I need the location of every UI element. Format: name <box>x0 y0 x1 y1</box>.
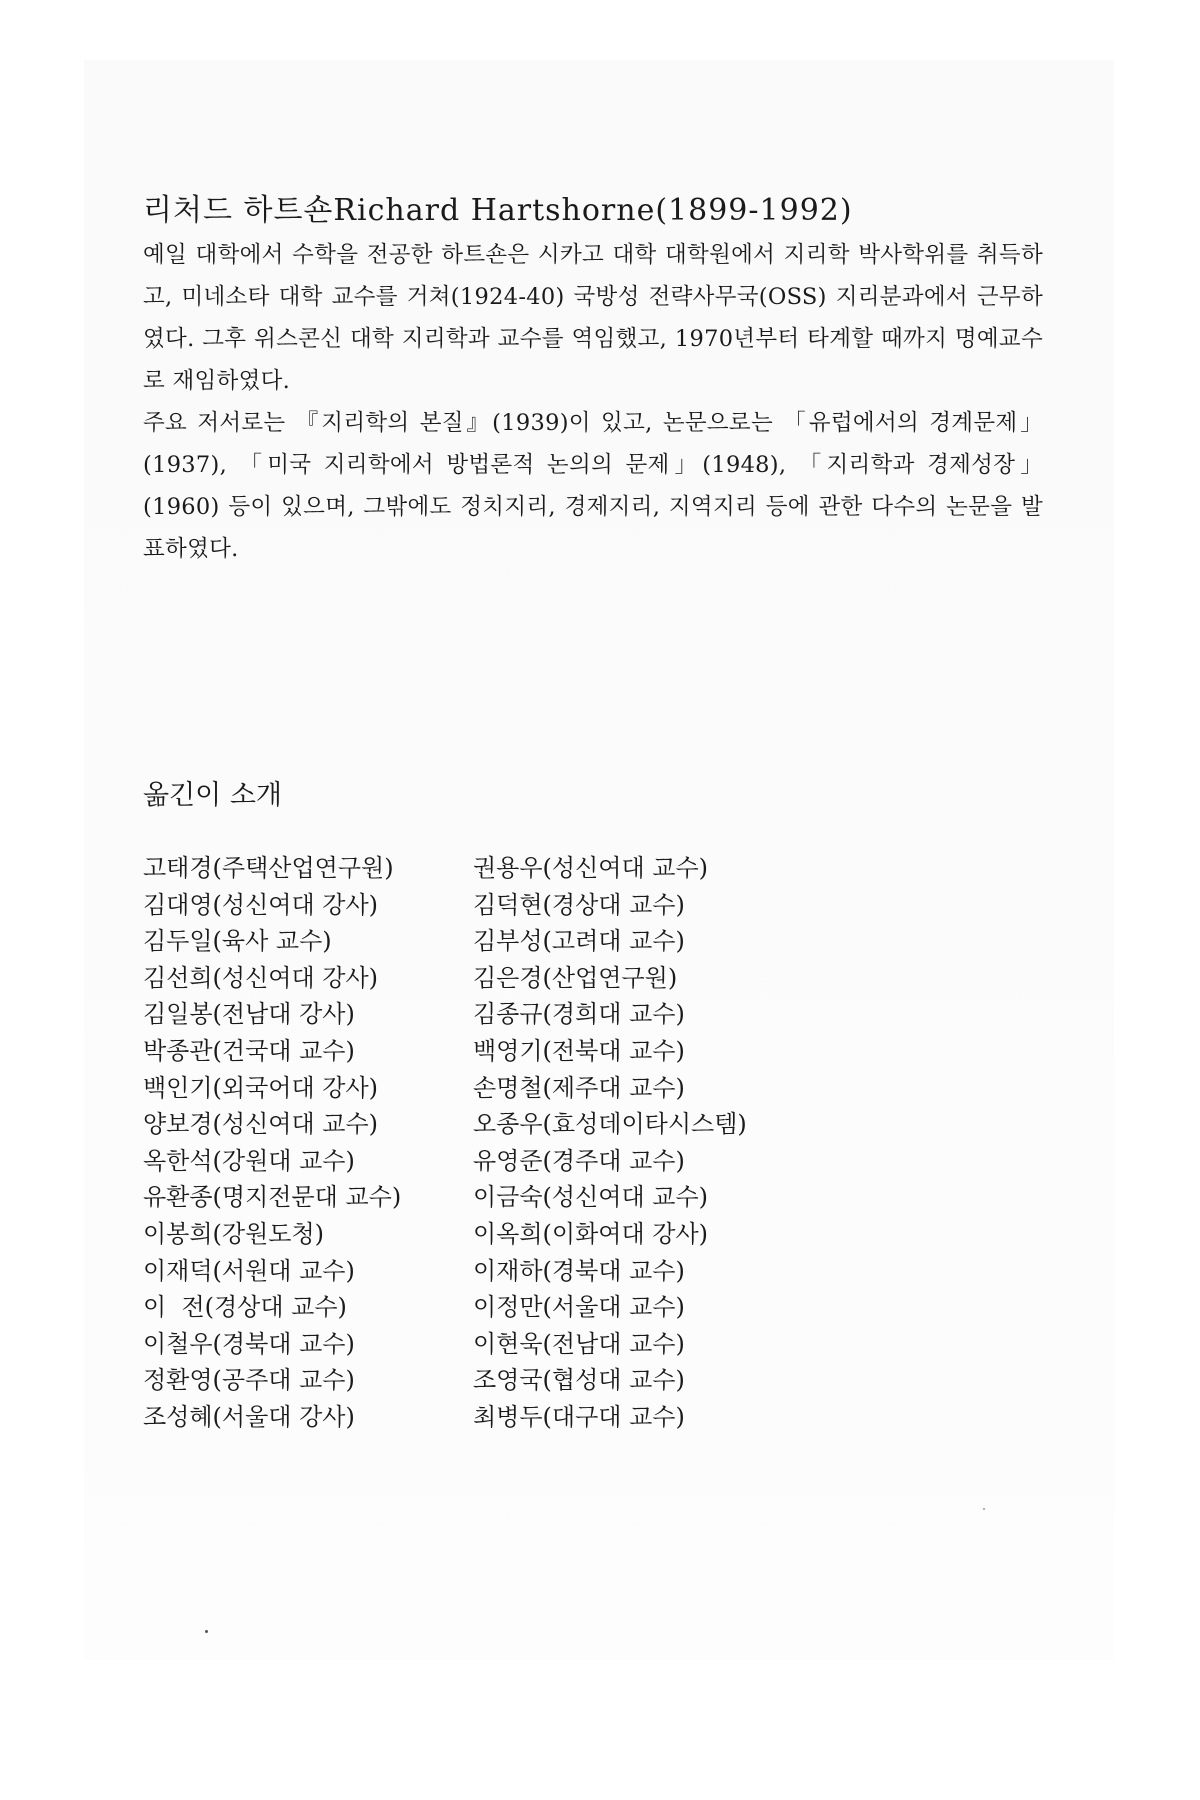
translator-entry: 고태경(주택산업연구원) <box>143 854 394 882</box>
translator-list <box>143 850 943 1436</box>
translator-entry: 이봉희(강원도청) <box>143 1219 325 1248</box>
translator-entry: 김선희(성신여대 강사) <box>143 963 379 992</box>
translator-entry: 옥한석(강원대 교수) <box>143 1146 355 1175</box>
translators-section <box>143 778 943 1436</box>
translator-entry: 김부성(고려대 교수) <box>473 927 685 956</box>
translator-entry: 양보경(성신여대 교수) <box>143 1110 379 1139</box>
translator-entry: 백인기(외국어대 강사) <box>143 1073 379 1102</box>
translator-entry: 이정만(서울대 교수) <box>473 1293 685 1322</box>
translator-entry: 김일봉(전남대 강사) <box>143 1000 355 1029</box>
translator-entry: 김두일(육사 교수) <box>143 927 332 956</box>
translator-entry: 조영국(협성대 교수) <box>473 1366 685 1395</box>
translator-entry: 김종규(경희대 교수) <box>473 1000 685 1029</box>
translator-entry: 조성혜(서울대 강사) <box>143 1402 355 1431</box>
translator-entry: 유영준(경주대 교수) <box>473 1146 685 1175</box>
translator-entry: 정환영(공주대 교수) <box>143 1366 355 1395</box>
translator-entry: 이철우(경북대 교수) <box>143 1329 355 1358</box>
author-heading: 리처드 하트숀Richard Hartshorne(1899-1992) <box>143 193 853 228</box>
translator-entry: 이현욱(전남대 교수) <box>473 1329 685 1358</box>
translator-entry: 손명철(제주대 교수) <box>473 1073 685 1102</box>
translators-heading: 옮긴이 소개 <box>143 780 282 811</box>
translator-entry: 백영기(전북대 교수) <box>473 1036 685 1065</box>
translator-entry: 박종관(건국대 교수) <box>143 1036 355 1065</box>
author-bio-paragraph-1: 예일 대학에서 수학을 전공한 하트숀은 시카고 대학 대학원에서 지리학 박사학위를 취득하고, 미네소타 대학 교수를 거쳐(1924-40) 국방성 전략사무국(OSS) 지리분과에서 근무하였다. 그후 위스콘신 대학 지리학과 교수를 역임했고, 1970년부터 타계할 때까지 명예교수로 재임하였다. <box>143 242 1043 394</box>
translator-entry: 이재덕(서원대 교수) <box>143 1256 355 1285</box>
translator-entry: 김대영(성신여대 강사) <box>143 890 379 919</box>
translator-entry: 이 전(경상대 교수) <box>143 1293 347 1322</box>
translator-entry: 이금숙(성신여대 교수) <box>473 1183 709 1212</box>
scan-speck <box>983 1508 985 1510</box>
scan-speck <box>205 1630 208 1633</box>
translator-entry: 오종우(효성데이타시스템) <box>473 1110 747 1139</box>
translator-entry: 유환종(명지전문대 교수) <box>143 1183 402 1212</box>
author-section <box>143 192 1043 570</box>
translator-entry: 김덕현(경상대 교수) <box>473 890 685 919</box>
author-bio-paragraph-2: 주요 저서로는 『지리학의 본질』(1939)이 있고, 논문으로는 「유럽에서의 경계문제」(1937), 「미국 지리학에서 방법론적 논의의 문제」(1948), 「지리학과 경제성장」(1960) 등이 있으며, 그밖에도 정치지리, 경제지리, 지역지리 등에 관한 다수의 논문을 발표하였다. <box>143 410 1043 562</box>
translator-entry: 김은경(산업연구원) <box>473 963 678 992</box>
translator-entry: 최병두(대구대 교수) <box>473 1402 685 1431</box>
translator-entry: 권용우(성신여대 교수) <box>473 854 709 882</box>
translator-entry: 이옥희(이화여대 강사) <box>473 1219 709 1248</box>
translator-entry: 이재하(경북대 교수) <box>473 1256 685 1285</box>
